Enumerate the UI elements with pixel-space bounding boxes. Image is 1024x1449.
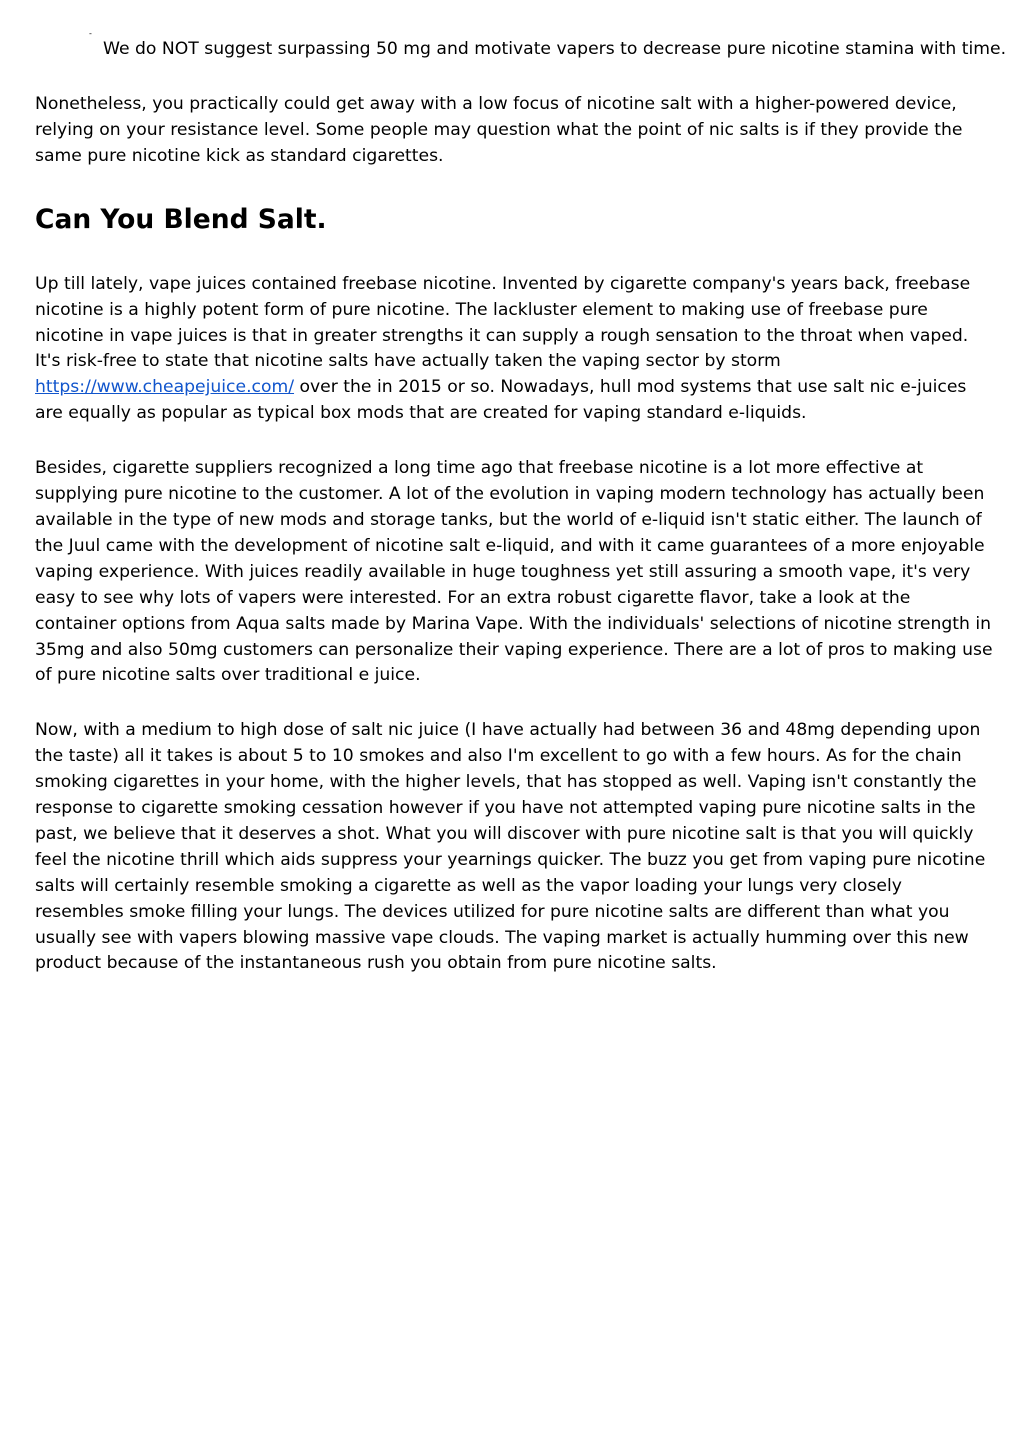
intro-paragraph: Nonetheless, you practically could get away with a low focus of nicotine salt with a higher-powered device, relying on your resistance level. Some people may question what the point of nic salts is if they provide the same pure nicotine kick as standard cigarettes. [35,94,963,166]
paragraph-freebase-text-end: over the in 2015 or so. Nowadays, hull mod systems that use salt nic e-juices are equally as popular as typical box mods that are created for vaping standard e-liquids. [35,377,967,424]
bullet-mark: - [89,29,92,38]
section-heading: Can You Blend Salt. [35,203,327,235]
bullet-text: We do NOT suggest surpassing 50 mg and motivate vapers to decrease pure nicotine stamina with time. [103,39,1007,59]
paragraph-freebase [35,272,993,427]
paragraph-suppliers: Besides, cigarette suppliers recognized a long time ago that freebase nicotine is a lot more effective at supplying pure nicotine to the customer. A lot of the evolution in vaping modern technology has actually been available in the type of new mods and storage tanks, but the world of e-liquid isn't static either. The launch of the Juul came with the development of nicotine salt e-liquid, and with it came guarantees of a more enjoyable vaping experience. With juices readily available in huge toughness yet still assuring a smooth vape, it's very easy to see why lots of vapers were interested. For an extra robust cigarette flavor, take a look at the container options from Aqua salts made by Marina Vape. With the individuals' selections of nicotine strength in 35mg and also 50mg customers can personalize their vaping experience. There are a lot of pros to making use of pure nicotine salts over traditional e juice. [35,458,993,686]
bullet-item [35,29,1007,62]
cheapejuice-link[interactable]: https://www.cheapejuice.com/ [35,377,295,398]
paragraph-dose: Now, with a medium to high dose of salt nic juice (I have actually had between 36 and 48mg depending upon the taste) all it takes is about 5 to 10 smokes and also I'm excellent to go with a few hours. As for the chain smoking cigarettes in your home, with the higher levels, that has stopped as well. Vaping isn't constantly the response to cigarette smoking cessation however if you have not attempted vaping pure nicotine salts in the past, we believe that it deserves a shot. What you will discover with pure nicotine salt is that you will quickly feel the nicotine thrill which aids suppress your yearnings quicker. The buzz you get from vaping pure nicotine salts will certainly resemble smoking a cigarette as well as the vapor loading your lungs very closely resembles smoke filling your lungs. The devices utilized for pure nicotine salts are different than what you usually see with vapers blowing massive vape clouds. The vaping market is actually humming over this new product because of the instantaneous rush you obtain from pure nicotine salts. [35,720,986,974]
document-page [35,0,1007,977]
paragraph-freebase-text-start: Up till lately, vape juices contained freebase nicotine. Invented by cigarette company's years back, freebase nicotine is a highly potent form of pure nicotine. The lackluster element to making use of freebase pure nicotine in vape juices is that in greater strengths it can supply a rough sensation to the throat when vaped. It's risk-free to state that nicotine salts have actually taken the vaping sector by storm [35,273,971,372]
